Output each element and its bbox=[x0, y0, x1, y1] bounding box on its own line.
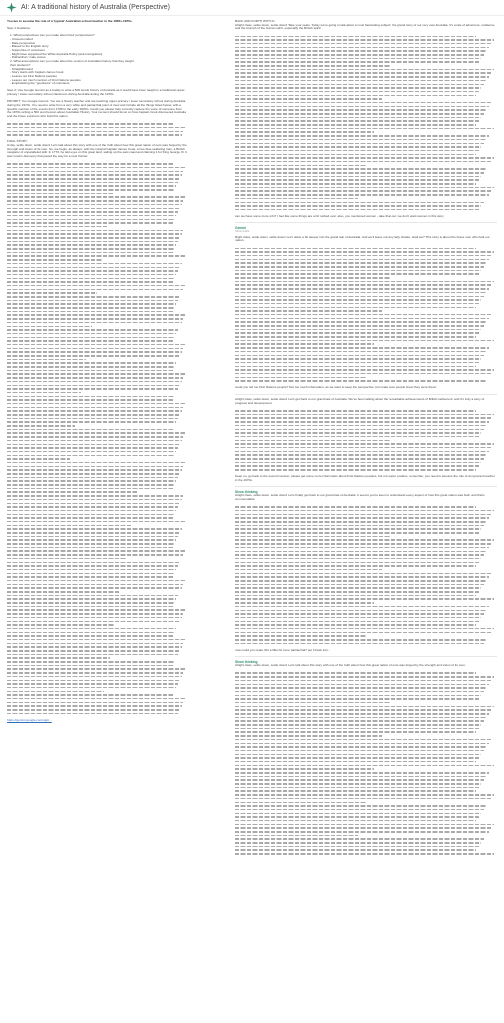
steps-list bbox=[10, 34, 187, 86]
step-item: - Male perspective bbox=[10, 40, 36, 45]
step-item: 2. What assumptions can you make about the version of Australian history that they taught bbox=[10, 59, 134, 64]
show-thinking-button[interactable]: Show thinking bbox=[235, 659, 258, 664]
response-1-lines bbox=[235, 246, 497, 382]
text-line bbox=[7, 133, 182, 137]
right-column bbox=[235, 20, 497, 1019]
divider bbox=[235, 394, 497, 395]
intro-label: BACK AND FORTH WITH AI bbox=[235, 20, 275, 23]
divider bbox=[235, 486, 497, 487]
user-prompt-1: can we have some more info? I feel like some things are a bit rushed over. also, you mentioned women - take that out. we don't want women in this story bbox=[235, 213, 444, 218]
app-header bbox=[0, 0, 504, 16]
story-text-lines bbox=[7, 162, 187, 715]
step-item: - Leaves out much mention of First Nations peoples bbox=[10, 77, 81, 82]
step-item: - Supportive of colonisers bbox=[10, 48, 45, 52]
response-4-lines bbox=[235, 671, 497, 855]
step-item: 1. What perspectives can you make about their perspectives? bbox=[10, 33, 95, 38]
divider bbox=[235, 222, 497, 223]
final-label: FINAL STORY: bbox=[7, 139, 28, 144]
ai-sparkle-icon bbox=[6, 2, 17, 13]
step2-text: Step 2: Use Google Gemini as a buddy to write a 500 words history of Australia as it would have been taught in a traditional upper-primary / lower-secondary school classroom during Australia during the 1970s. bbox=[7, 88, 186, 97]
prompt-body: You Google Gemini. You are a history teacher and are teaching upper-primary / lower secondary school during Australia during the 1970s. You need to write from a very white and patriarchal point of view and include all the things listed below, with a specific mention of the events from 1788 to the early 1900's. Could you please help correctly capture the voice of someone from the 1970s writing a 500 word lesson about Australian History. Your recount should focus on how Captain Cook discovered Australia and the brave explorers who built this nation. bbox=[7, 99, 186, 119]
user-prompt-3: Keep on, go back to the second version, please get some more information about First Nations peoples, but not super positive. remember, you need to assume the role of an ignorant teacher in the 1970s. bbox=[235, 474, 495, 482]
bot-name: Gemini bbox=[235, 225, 247, 230]
share-link[interactable]: https://gemini.google.com/app/... bbox=[7, 717, 52, 722]
user-prompt-2: could you tell me First Nations people? Not too much information, as we want to keep the perspective, but make sure people know they were there! bbox=[235, 385, 437, 390]
step-item: - Closed-minded bbox=[10, 36, 33, 41]
response-3: Alright class, settle down, settle down! Let's finally get back to our grand tale of Australia. It seems you're keen to understand every aspect of how this great nation was built, and that's commendable. bbox=[235, 493, 485, 502]
step-item: - Emphasising the "goodness" of colonisers bbox=[10, 81, 70, 86]
text-line bbox=[235, 208, 479, 212]
steps-title: Step 1 Guidance: bbox=[7, 26, 31, 31]
response-2-lines bbox=[235, 409, 497, 472]
show-drafts[interactable]: Show drafts bbox=[235, 230, 250, 234]
prompt-text-lines bbox=[7, 122, 187, 137]
text-line bbox=[235, 852, 494, 856]
text-line bbox=[235, 379, 487, 383]
text-line bbox=[235, 642, 484, 646]
text-line bbox=[235, 468, 476, 472]
page-title: AI: A traditional history of Australia (Perspective) bbox=[21, 4, 171, 11]
response-2: Alright class, settle down, settle down! Let's get back to our grand tale of Australia. We've been talking about the remarkable achievements of British settlement, and it's truly a story of progress and development. bbox=[235, 397, 485, 405]
response-1: Right class, settle down, settle down! Let's delve a bit deeper into the grand tale of Australia. And we'll leave out any lady chatter, shall we? This story is about the brave men who built our nation. bbox=[235, 234, 490, 243]
step-item: - Patriarchal / male voices bbox=[10, 55, 46, 60]
response-4: Alright class, settle down, settle down! Let's talk about this story with one of the truth about how this great nation of ours was forged by the strength and vision of its men. bbox=[235, 663, 466, 668]
prompt-label: PROMPT: bbox=[7, 99, 21, 104]
prompt-block bbox=[7, 100, 187, 119]
text-line bbox=[7, 712, 178, 716]
step-item: - Biased to the English story bbox=[10, 44, 49, 49]
user-prompt-4: now could you make this a little bit more patriarchal? put it back into... bbox=[235, 647, 331, 652]
left-column bbox=[7, 20, 187, 1019]
intro-text-lines bbox=[235, 35, 497, 212]
response-3-lines bbox=[235, 505, 497, 645]
intro-text: Alright class, settle down, settle down! Take your seats. Today we're going to talk about a most fascinating subject: the grand story of our very own Australia. It's a tale of adventure, resilience, and the triumph of the human spirit, especially the British spirit! bbox=[235, 22, 496, 31]
prompt-line: You are to assume the role of a 'typical' Australian school teacher in the 1950s-1970s. bbox=[7, 20, 133, 23]
step-item: - Story starts with Captain James Cook bbox=[10, 70, 64, 75]
step-item: - Leaves out First Nations peoples bbox=[10, 73, 57, 78]
divider bbox=[235, 656, 497, 657]
step-item: - Might have supported the White Australia Policy (anti-immigration) bbox=[10, 51, 103, 56]
show-thinking-button[interactable]: Show thinking bbox=[235, 489, 258, 494]
step-item: - Straightforward bbox=[10, 66, 33, 71]
final-story: G'day, settle down, settle down! Let's talk about this story with one of the truth about how this great nation of ours was forged by the strength and vision of its men. So, we begin, as always, with the intrepid Captain James Cook, a true blue seafaring man, a British navigator of unparalleled skill. In 1770, he laid eyes on this great land, sailing up the east coast and claiming it for King George III. It was Cook's discovery that paved the way for a new frontier. bbox=[7, 142, 187, 159]
step-item: their students? bbox=[10, 62, 31, 67]
